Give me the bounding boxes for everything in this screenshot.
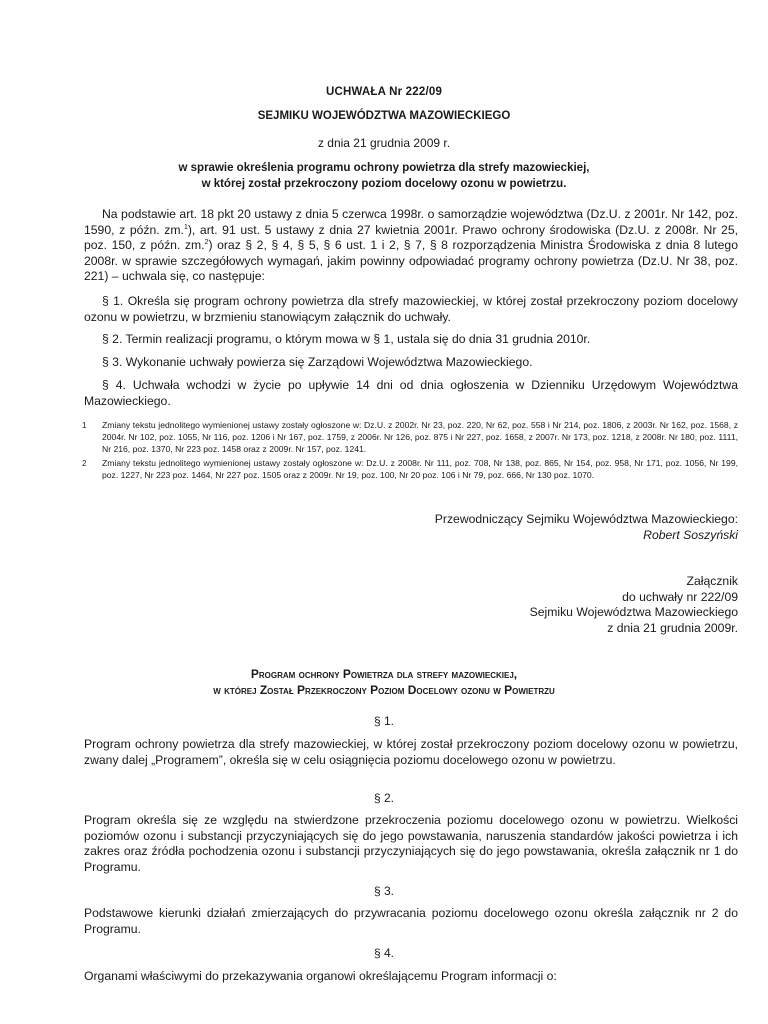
section-4-text: Organami właściwymi do przekazywania organowi określającemu Program informacji o: bbox=[84, 969, 557, 983]
resolution-title: UCHWAŁA Nr 222/09 bbox=[325, 86, 443, 98]
resolution-subject bbox=[0, 160, 768, 192]
section-3-text: Podstawowe kierunki działań zmierzających do przywracania poziomu docelowego ozonu określa załącznik nr 2 do Programu. bbox=[84, 906, 738, 936]
program-title bbox=[0, 666, 768, 698]
section-3-heading: § 3. bbox=[373, 884, 394, 898]
paragraph-1: § 1. Określa się program ochrony powietrza dla strefy mazowieckiej, w której został przekroczony poziom docelowy ozonu w powietrzu, w brzmieniu stanowiącym załącznik do uchwały. bbox=[84, 294, 738, 324]
footnote-1-number: 1 bbox=[82, 421, 87, 430]
signature-block bbox=[435, 512, 738, 543]
footnote-1 bbox=[84, 420, 738, 455]
program-title-line-1: Program ochrony Powietrza dla strefy mazowieckiej, bbox=[250, 667, 518, 681]
paragraph-3: § 3. Wykonanie uchwały powierza się Zarządowi Województwa Mazowieckiego. bbox=[102, 355, 533, 369]
subject-line-2: w której został przekroczony poziom docelowy ozonu w powietrzu. bbox=[201, 178, 567, 190]
preamble bbox=[84, 207, 738, 285]
section-4-heading: § 4. bbox=[373, 946, 394, 960]
attachment-block bbox=[530, 574, 738, 636]
resolution-issuer: SEJMIKU WOJEWÓDZTWA MAZOWIECKIEGO bbox=[257, 110, 511, 122]
footnote-ref-2: 2 bbox=[204, 239, 209, 247]
paragraph-2: § 2. Termin realizacji programu, o którym mowa w § 1, ustala się do dnia 31 grudnia 2010r. bbox=[102, 332, 591, 346]
preamble-part-1: Na podstawie art. 18 pkt 20 ustawy z dnia 5 czerwca 1998r. o samorządzie województwa (Dz.U. z 2001r. Nr 142, poz. 1590, z późn. zm. bbox=[84, 207, 738, 237]
footnote-2-number: 2 bbox=[82, 459, 87, 468]
signature-role: Przewodniczący Sejmiku Województwa Mazowieckiego: bbox=[434, 512, 738, 526]
attachment-line-1: Załącznik bbox=[686, 574, 738, 588]
section-2-heading: § 2. bbox=[373, 791, 394, 805]
preamble-part-3: ) oraz § 2, § 4, § 5, § 6 ust. 1 i 2, § 7, § 8 rozporządzenia Ministra Środowiska z dnia 8 lutego 2008r. w sprawie szczegółowych wymagań, jakim powinny odpowiadać programy ochrony powietrza (Dz.U. Nr 38, poz. 221) – uchwala się, co następuje: bbox=[84, 238, 738, 284]
attachment-line-2: do uchwały nr 222/09 bbox=[622, 589, 738, 604]
footnote-2-text: Zmiany tekstu jednolitego wymienionej ustawy zostały ogłoszone w: Dz.U. z 2008r. Nr 111, poz. 708, Nr 138, poz. 865, Nr 154, poz. 958, Nr 171, poz. 1056, Nr 199, poz. 1227, Nr 223 poz. 1464, Nr 227 poz. 1505 oraz z 2009r. Nr 19, poz. 100, Nr 20 poz. 106 i Nr 79, poz. 666, Nr 130 poz. 1070. bbox=[102, 458, 738, 480]
section-1-text: Program ochrony powietrza dla strefy mazowieckiej, w której został przekroczony poziom docelowy ozonu w powietrzu, zwany dalej „Programem”, określa się w celu osiągnięcia poziomu docelowego ozonu w powietrzu. bbox=[84, 737, 738, 767]
footnote-ref-1: 1 bbox=[183, 223, 188, 231]
footnote-1-text: Zmiany tekstu jednolitego wymienionej ustawy zostały ogłoszone w: Dz.U. z 2002r. Nr 23, poz. 220, Nr 62, poz. 558 i Nr 214, poz. 1806, z 2003r. Nr 162, poz. 1568, z 2004r. Nr 102, poz. 1055, Nr 116, poz. 1206 i Nr 167, poz. 1759, z 2006r. Nr 126, poz. 875 i Nr 227, poz. 1658, z 2007r. Nr 173, poz. 1218, z 2008r. Nr 180, poz. 1111, Nr 216, poz. 1370, Nr 223 poz. 1458 oraz z 2009r. Nr 157, poz. 1241. bbox=[102, 420, 738, 454]
attachment-line-4: z dnia 21 grudnia 2009r. bbox=[607, 620, 738, 635]
preamble-part-2: ), art. 91 ust. 5 ustawy z dnia 27 kwietnia 2001r. Prawo ochrony środowiska (Dz.U. z 2008r. Nr 25, poz. 150, z późn. zm. bbox=[84, 222, 738, 253]
program-title-line-2: w której Został Przekroczony Poziom Docelowy ozonu w Powietrzu bbox=[213, 683, 555, 697]
paragraph-4: § 4. Uchwała wchodzi w życie po upływie 14 dni od dnia ogłoszenia w Dzienniku Urzędowym Województwa Mazowieckiego. bbox=[84, 378, 738, 408]
attachment-line-3: Sejmiku Województwa Mazowieckiego bbox=[529, 605, 738, 620]
footnote-2 bbox=[84, 458, 738, 482]
signature-name: Robert Soszyński bbox=[643, 527, 738, 542]
subject-line-1: w sprawie określenia programu ochrony powietrza dla strefy mazowieckiej, bbox=[178, 162, 590, 174]
section-1-heading: § 1. bbox=[373, 714, 394, 728]
section-2-text: Program określa się ze względu na stwierdzone przekroczenia poziomu docelowego ozonu w powietrzu. Wielkości poziomów ozonu i substancji przyczyniających się do jego powstawania, naruszenia standardów jakości powietrza i ich zakres oraz źródła pochodzenia ozonu i substancji przyczyniających się do jego powstawania, określa załącznik nr 1 do Programu. bbox=[84, 813, 738, 874]
resolution-date: z dnia 21 grudnia 2009 r. bbox=[317, 136, 451, 150]
